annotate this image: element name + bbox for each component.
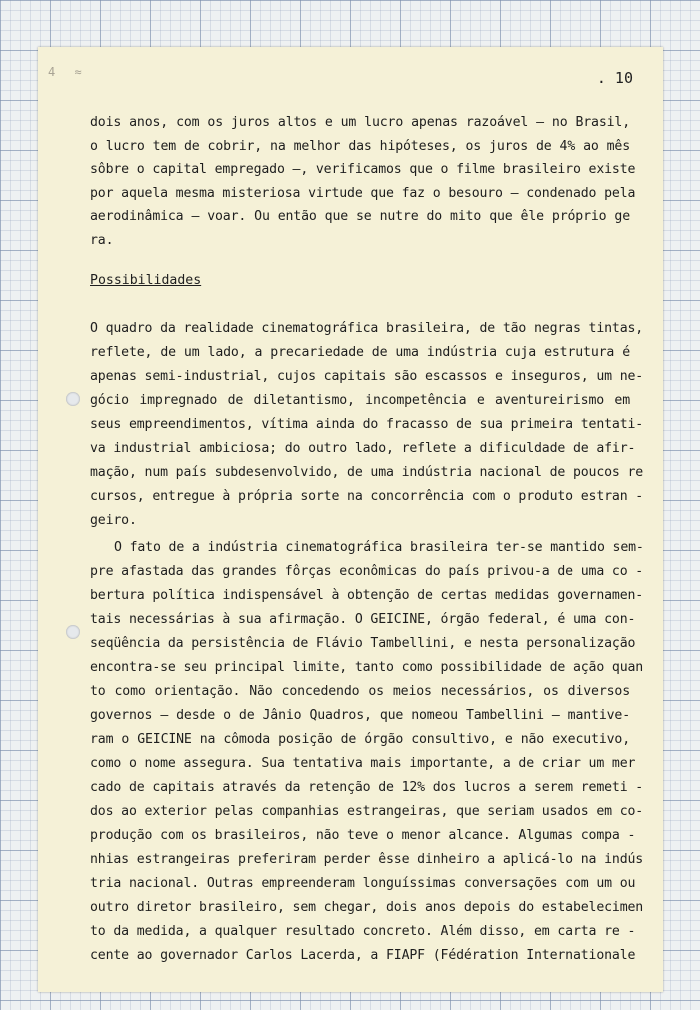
text-line: cente ao governador Carlos Lacerda, a FIAPF (Fédération Internationale (90, 948, 636, 963)
text-line: mação, num país subdesenvolvido, de uma indústria nacional de poucos re (90, 465, 644, 480)
page-number: . 10 (596, 69, 633, 87)
text-line: cursos, entregue à própria sorte na concorrência com o produto estran - (90, 489, 644, 504)
typewritten-page (38, 47, 663, 992)
text-line: apenas semi-industrial, cujos capitais são escassos e inseguros, um ne- (90, 369, 644, 384)
text-line: ra. (90, 233, 114, 248)
text-line: bertura política indispensável à obtenção de certas medidas governamen- (90, 588, 644, 603)
text-line: por aquela mesma misteriosa virtude que faz o besouro — condenado pela (90, 186, 636, 201)
corner-pencil-mark: 4 ≈ (48, 65, 88, 79)
text-line: cado de capitais através da retenção de 12% dos lucros a serem remeti - (90, 780, 644, 795)
text-line: to da medida, a qualquer resultado concreto. Além disso, em carta re - (90, 924, 636, 939)
text-line: O fato de a indústria cinematográfica brasileira ter-se mantido sem- (114, 540, 644, 555)
text-line: sôbre o capital empregado —, verificamos que o filme brasileiro existe (90, 162, 636, 177)
section-heading: Possibilidades (90, 273, 202, 288)
text-line: dos ao exterior pelas companhias estrangeiras, que seriam usados em co- (90, 804, 644, 819)
text-line: governos — desde o de Jânio Quadros, que nomeou Tambellini — mantive- (90, 708, 630, 723)
text-line: to como orientação. Não concedendo os meios necessários, os diversos (90, 684, 630, 699)
text-line: nhias estrangeiras preferiram perder êsse dinheiro a aplicá-lo na indús (90, 852, 644, 867)
punch-hole-top (66, 392, 80, 406)
text-line: o lucro tem de cobrir, na melhor das hipóteses, os juros de 4% ao mês (90, 139, 630, 154)
text-line: outro diretor brasileiro, sem chegar, dois anos depois do estabelecimen (90, 900, 644, 915)
text-line: gócio impregnado de diletantismo, incompetência e aventureirismo em (90, 393, 630, 408)
text-line: encontra-se seu principal limite, tanto como possibilidade de ação quan (90, 660, 644, 675)
text-line: tria nacional. Outras empreenderam longuíssimas conversações com um ou (90, 876, 636, 891)
text-line: aerodinâmica — voar. Ou então que se nutre do mito que êle próprio ge (90, 209, 630, 224)
text-line: pre afastada das grandes fôrças econômicas do país privou-a de uma co - (90, 564, 644, 579)
text-line: geiro. (90, 513, 137, 528)
text-line: O quadro da realidade cinematográfica brasileira, de tão negras tintas, (90, 321, 644, 336)
text-line: ram o GEICINE na cômoda posição de órgão consultivo, e não executivo, (90, 732, 630, 747)
text-line: como o nome assegura. Sua tentativa mais importante, a de criar um mer (90, 756, 636, 771)
text-line: tais necessárias à sua afirmação. O GEICINE, órgão federal, é uma con- (90, 612, 636, 627)
punch-hole-bottom (66, 625, 80, 639)
text-line: produção com os brasileiros, não teve o menor alcance. Algumas compa - (90, 828, 636, 843)
text-line: va industrial ambiciosa; do outro lado, reflete a dificuldade de afir- (90, 441, 636, 456)
text-line: dois anos, com os juros altos e um lucro apenas razoável — no Brasil, (90, 115, 630, 130)
text-line: seus empreendimentos, vítima ainda do fracasso de sua primeira tentati- (90, 417, 644, 432)
text-line: seqüência da persistência de Flávio Tambellini, e nesta personalização (90, 636, 636, 651)
text-line: reflete, de um lado, a precariedade de uma indústria cuja estrutura é (90, 345, 630, 360)
